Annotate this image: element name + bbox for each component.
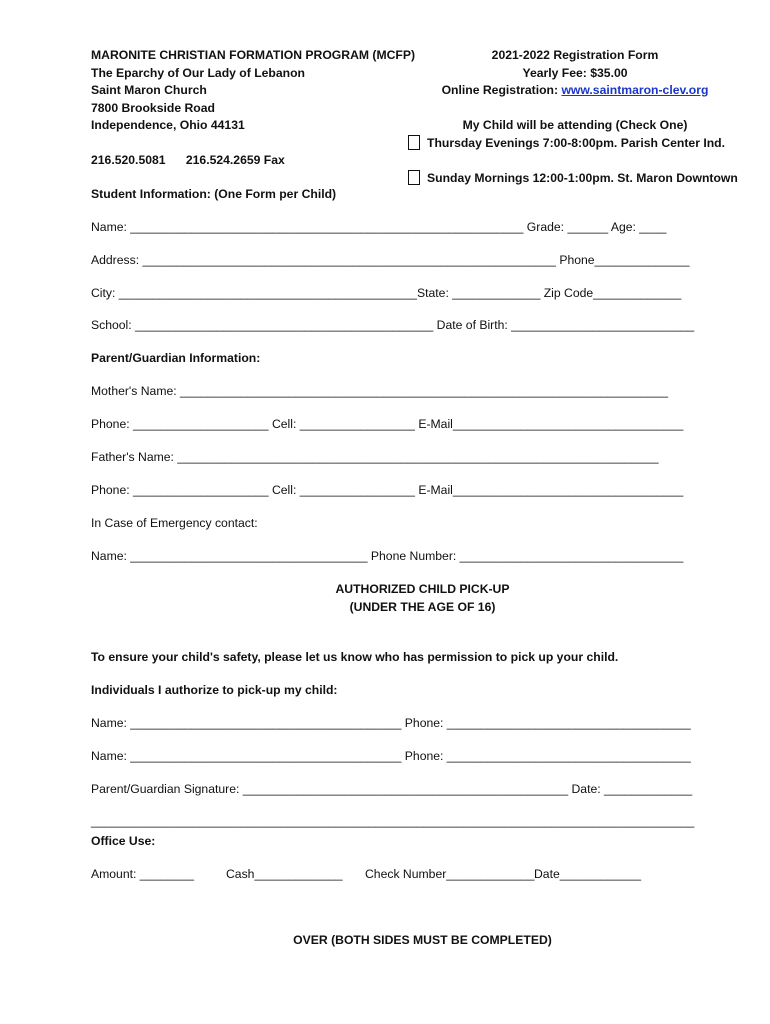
phone-fax: 216.520.5081 216.524.2659 Fax: [91, 153, 285, 167]
student-name-field[interactable]: Name: __________________________________________________________ Grade: ______ Age: ____: [91, 220, 667, 234]
office-date-field[interactable]: Date____________: [534, 867, 642, 881]
authorize-text: Individuals I authorize to pick-up my child:: [91, 683, 338, 697]
over-notice: OVER (BOTH SIDES MUST BE COMPLETED): [293, 933, 552, 947]
father-phone-field[interactable]: Phone: ____________________ Cell: _________________ E-Mail__________________________________: [91, 483, 684, 497]
pickup-title: AUTHORIZED CHILD PICK-UP: [335, 582, 510, 596]
city-address: Independence, Ohio 44131: [91, 118, 245, 132]
father-name-field[interactable]: Father's Name: _______________________________________________________________________: [91, 450, 659, 464]
student-info-heading: Student Information: (One Form per Child): [91, 187, 337, 201]
attending-heading: My Child will be attending (Check One): [462, 118, 688, 132]
sunday-label: Sunday Mornings 12:00-1:00pm. St. Maron Downtown: [427, 170, 738, 185]
header-left-block: [91, 47, 415, 135]
office-amount-field[interactable]: Amount: ________: [91, 867, 194, 881]
mother-phone-field[interactable]: Phone: ____________________ Cell: _________________ E-Mail__________________________________: [91, 417, 684, 431]
safety-text: To ensure your child's safety, please let us know who has permission to pick up your child.: [91, 650, 619, 664]
pickup-subtitle: (UNDER THE AGE OF 16): [349, 600, 496, 614]
option-thursday: [408, 135, 725, 150]
guardian-info-heading: Parent/Guardian Information:: [91, 351, 261, 365]
yearly-fee: Yearly Fee: $35.00: [522, 65, 628, 80]
header-right-block: [395, 47, 755, 100]
office-use-heading: Office Use:: [91, 834, 156, 848]
mother-name-field[interactable]: Mother's Name: ________________________________________________________________________: [91, 384, 669, 398]
pickup-person-1-field[interactable]: Name: ________________________________________ Phone: ____________________________________: [91, 716, 691, 730]
online-registration-label: Online Registration:: [441, 83, 562, 97]
thursday-label: Thursday Evenings 7:00-8:00pm. Parish Center Ind.: [427, 135, 726, 150]
office-check-number-field[interactable]: Check Number_____________: [365, 867, 535, 881]
program-name: MARONITE CHRISTIAN FORMATION PROGRAM (MCFP): [91, 48, 416, 62]
thursday-checkbox[interactable]: [408, 135, 420, 150]
student-city-field[interactable]: City: ____________________________________________State: _____________ Zip Code_____________: [91, 286, 682, 300]
registration-link[interactable]: www.saintmaron-clev.org: [561, 83, 709, 97]
church-name: Saint Maron Church: [91, 83, 207, 97]
option-sunday: [408, 170, 738, 185]
eparchy-name: The Eparchy of Our Lady of Lebanon: [91, 65, 305, 80]
emergency-contact-field[interactable]: Name: ___________________________________ Phone Number: _________________________________: [91, 549, 684, 563]
sunday-checkbox[interactable]: [408, 170, 420, 185]
section-divider: _________________________________________________________________________________________: [91, 814, 695, 828]
form-title: 2021-2022 Registration Form: [491, 48, 659, 62]
pickup-person-2-field[interactable]: Name: ________________________________________ Phone: ____________________________________: [91, 749, 691, 763]
office-cash-field[interactable]: Cash_____________: [226, 867, 343, 881]
emergency-label: In Case of Emergency contact:: [91, 516, 258, 530]
online-registration: [395, 82, 755, 100]
student-school-field[interactable]: School: ____________________________________________ Date of Birth: ___________________________: [91, 318, 695, 332]
street-address: 7800 Brookside Road: [91, 100, 215, 115]
signature-field[interactable]: Parent/Guardian Signature: ________________________________________________ Date: _____________: [91, 782, 693, 796]
student-address-field[interactable]: Address: _____________________________________________________________ Phone______________: [91, 253, 690, 267]
